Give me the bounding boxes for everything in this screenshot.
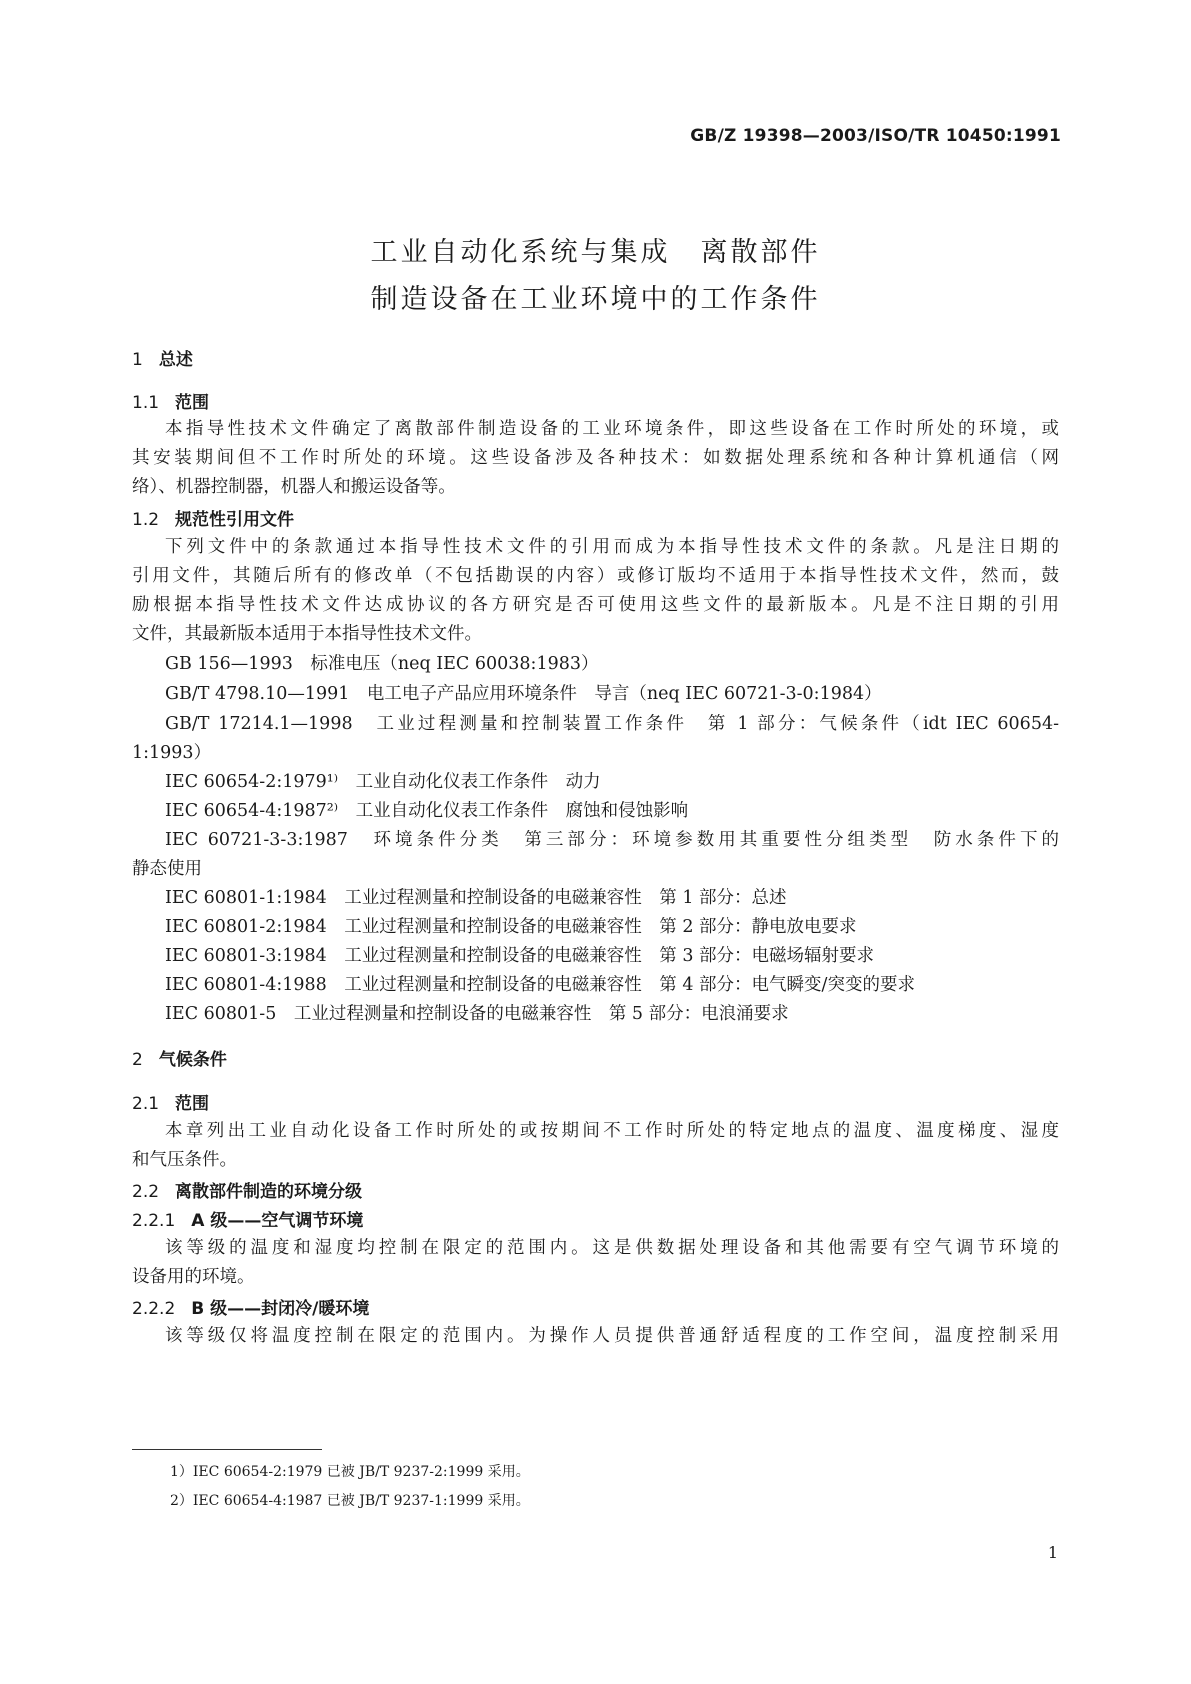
reference-item: GB/T 17214.1—1998 工业过程测量和控制装置工作条件 第 1 部分：气候条件（idt IEC 60654- [165,714,1059,734]
reference-item: IEC 60801-5 工业过程测量和控制设备的电磁兼容性 第 5 部分：电浪涌要求 [165,1004,789,1024]
reference-item: IEC 60801-4:1988 工业过程测量和控制设备的电磁兼容性 第 4 部分：电气瞬变/突变的要求 [165,975,915,995]
reference-item: IEC 60801-1:1984 工业过程测量和控制设备的电磁兼容性 第 1 部分：总述 [165,888,787,908]
paragraph-line: 引用文件，其随后所有的修改单（不包括勘误的内容）或修订版均不适用于本指导性技术文件，然而，鼓 [132,566,1059,586]
paragraph-line: 文件，其最新版本适用于本指导性技术文件。 [132,624,482,644]
paragraph-line: 本指导性技术文件确定了离散部件制造设备的工业环境条件，即这些设备在工作时所处的环境，或 [165,419,1059,439]
footnote-divider [132,1449,322,1450]
reference-item: GB 156—1993 标准电压（neq IEC 60038:1983） [165,654,599,674]
paragraph-line: 和气压条件。 [132,1150,237,1170]
title-line-1: 工业自动化系统与集成 离散部件 [370,237,821,268]
title-line-2: 制造设备在工业环境中的工作条件 [370,284,821,315]
reference-item-cont: 1:1993） [132,743,212,763]
paragraph-line: 该等级的温度和湿度均控制在限定的范围内。这是供数据处理设备和其他需要有空气调节环境的 [165,1238,1059,1258]
standard-code: GB/Z 19398—2003/ISO/TR 10450:1991 [690,126,1061,146]
section-2-1-heading: 2.1 范围 [132,1094,210,1114]
section-2-2-heading: 2.2 离散部件制造的环境分级 [132,1182,363,1202]
reference-item: GB/T 4798.10—1991 电工电子产品应用环境条件 导言（neq IEC 60721-3-0:1984） [165,684,882,704]
reference-item: IEC 60801-3:1984 工业过程测量和控制设备的电磁兼容性 第 3 部分：电磁场辐射要求 [165,946,875,966]
footnote-1: 1）IEC 60654-2:1979 已被 JB/T 9237-2:1999 采用。 [170,1464,530,1480]
paragraph-line: 络）、机器控制器，机器人和搬运设备等。 [132,477,456,497]
section-1-2-heading: 1.2 规范性引用文件 [132,510,295,530]
section-2-2-2-heading: 2.2.2 B 级——封闭冷/暖环境 [132,1299,370,1319]
paragraph-line: 励根据本指导性技术文件达成协议的各方研究是否可使用这些文件的最新版本。凡是不注日期的引用 [132,595,1059,615]
section-2-heading: 2 气候条件 [132,1050,227,1070]
footnote-2: 2）IEC 60654-4:1987 已被 JB/T 9237-1:1999 采用。 [170,1493,530,1509]
section-2-2-1-heading: 2.2.1 A 级——空气调节环境 [132,1211,364,1231]
paragraph-line: 设备用的环境。 [132,1267,255,1287]
reference-item: IEC 60721-3-3:1987 环境条件分类 第三部分：环境参数用其重要性分组类型 防水条件下的 [165,830,1059,850]
paragraph-line: 其安装期间但不工作时所处的环境。这些设备涉及各种技术：如数据处理系统和各种计算机通信（网 [132,448,1059,468]
reference-item: IEC 60801-2:1984 工业过程测量和控制设备的电磁兼容性 第 2 部分：静电放电要求 [165,917,857,937]
paragraph-line: 该等级仅将温度控制在限定的范围内。为操作人员提供普通舒适程度的工作空间，温度控制采用 [165,1326,1059,1346]
paragraph-line: 下列文件中的条款通过本指导性技术文件的引用而成为本指导性技术文件的条款。凡是注日期的 [165,537,1059,557]
reference-item: IEC 60654-2:1979¹⁾ 工业自动化仪表工作条件 动力 [165,772,601,792]
section-1-heading: 1 总述 [132,350,193,370]
reference-item-cont: 静态使用 [132,859,202,879]
reference-item: IEC 60654-4:1987²⁾ 工业自动化仪表工作条件 腐蚀和侵蚀影响 [165,801,689,821]
section-1-1-heading: 1.1 范围 [132,393,210,413]
page-number: 1 [1047,1543,1058,1562]
paragraph-line: 本章列出工业自动化设备工作时所处的或按期间不工作时所处的特定地点的温度、温度梯度、湿度 [165,1121,1059,1141]
